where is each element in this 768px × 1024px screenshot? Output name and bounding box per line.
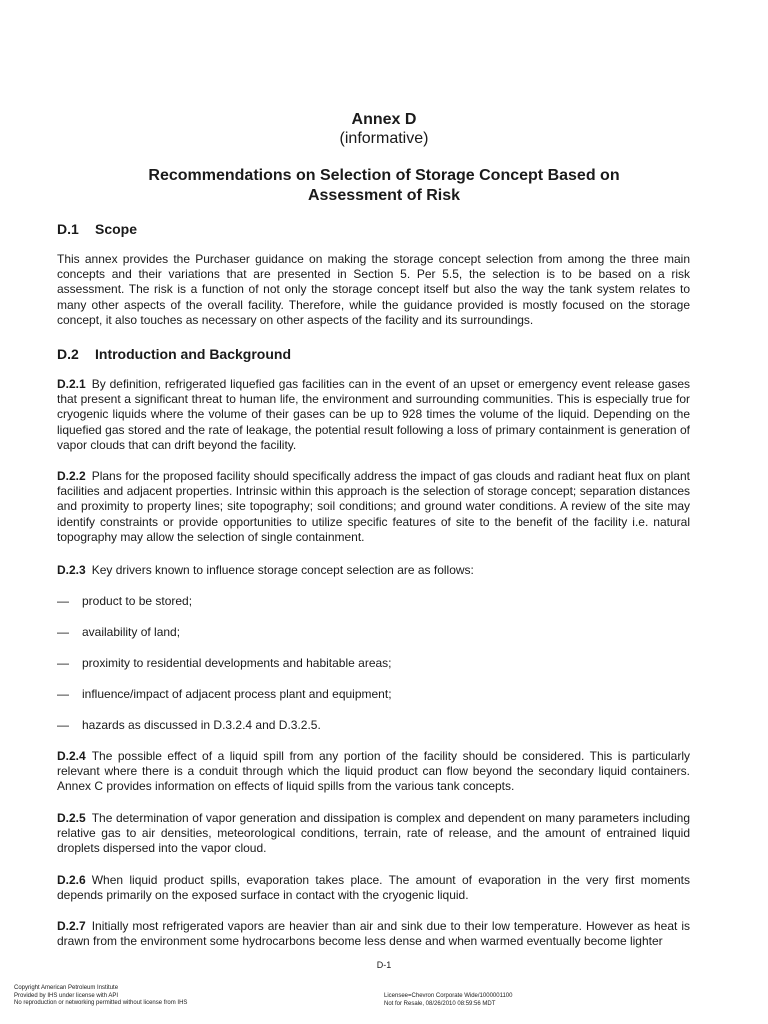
list-item: [57, 594, 192, 609]
bullet-dash: —: [57, 718, 69, 732]
page-number: D-1: [376, 960, 392, 970]
footer-line: Licensee=Chevron Corporate Wide/1000001100: [384, 993, 513, 999]
paragraph-number: D.2.1: [57, 377, 86, 391]
paragraph-d-2-2: [57, 469, 690, 545]
bullet-text: availability of land;: [82, 625, 181, 639]
annex-subtitle: (informative): [339, 130, 429, 147]
list-item: [57, 718, 321, 733]
paragraph-text: When liquid product spills, evaporation takes place. The amount of evaporation in the very first moments depends primarily on the exposed surface in contact with the cryogenic liquid.: [57, 873, 690, 903]
paragraph-d-2-5: [57, 811, 690, 857]
bullet-dash: —: [57, 656, 69, 670]
paragraph-number: D.2.7: [57, 919, 86, 933]
paragraph-number: D.2.4: [57, 749, 86, 763]
paragraph-d-2-6: [57, 873, 690, 903]
paragraph-d-2-3: [57, 563, 690, 578]
footer-license: [384, 993, 512, 1008]
section-number: D.2: [57, 346, 79, 362]
bullet-text: proximity to residential developments and habitable areas;: [82, 656, 392, 670]
paragraph-text: By definition, refrigerated liquefied gas facilities can in the event of an upset or emergency event release gases that present a significant threat to human life, the environment and surrounding communities. This is especially true for cryogenic liquids where the volume of their gases can be up to 928 times the volume of the liquid. Depending on the liquefied gas stored and the rate of leakage, the potential result following a loss of primary containment is generation of vapor clouds that can drift beyond the facility.: [57, 377, 690, 452]
document-title: Recommendations on Selection of Storage Concept Based on Assessment of Risk: [148, 167, 620, 204]
annex-title: Annex D: [351, 111, 417, 128]
list-item: [57, 656, 392, 671]
bullet-text: product to be stored;: [82, 594, 193, 608]
footer-line: Copyright American Petroleum Institute: [14, 985, 119, 991]
paragraph-text: Key drivers known to influence storage concept selection are as follows:: [91, 563, 474, 577]
paragraph-text: The possible effect of a liquid spill from any portion of the facility should be considered. This is particularly relevant where there is a conduit through which the liquid product can flow beyond the secondary liquid containers. Annex C provides information on effects of liquid spills from the various tank concepts.: [57, 749, 690, 794]
section-title: Introduction and Background: [95, 346, 291, 362]
footer-line: Provided by IHS under license with API: [14, 992, 119, 999]
paragraph-d-2-1: [57, 377, 690, 453]
section-heading-introduction: [57, 346, 291, 362]
paragraph-text: Plans for the proposed facility should specifically address the impact of gas clouds and radiant heat flux on plant facilities and adjacent properties. Intrinsic within this approach is the selection of storage concept; separation distances and proximity to property lines; site topography; soil conditions; and ground water conditions. A review of the site may identify constraints or provide opportunities to utilize specific features of site to the benefit of the facility i.e. natural topography may allow the selection of single containment.: [57, 469, 690, 544]
footer-line: No reproduction or networking permitted without license from IHS: [14, 1000, 188, 1006]
list-item: [57, 625, 180, 640]
footer-line: Not for Resale, 08/26/2010 08:59:56 MDT: [384, 1000, 496, 1007]
paragraph-number: D.2.3: [57, 563, 86, 577]
section-number: D.1: [57, 221, 79, 237]
paragraph-number: D.2.6: [57, 873, 86, 887]
bullet-dash: —: [57, 687, 69, 701]
bullet-dash: —: [57, 594, 69, 608]
list-item: [57, 687, 392, 702]
section-title: Scope: [95, 221, 138, 237]
paragraph-number: D.2.5: [57, 811, 86, 825]
paragraph-text: The determination of vapor generation and dissipation is complex and dependent on many parameters including relative gas to air densities, meteorological conditions, terrain, rate of release, and the amount of entrained liquid droplets dispersed into the vapor cloud.: [57, 811, 690, 856]
bullet-dash: —: [57, 625, 69, 639]
paragraph-number: D.2.2: [57, 469, 86, 483]
paragraph-text: Initially most refrigerated vapors are heavier than air and sink due to their low temperature. However as heat is drawn from the environment some hydrocarbons become less dense and when warmed eventually become lighter: [57, 919, 690, 949]
section-heading-scope: [57, 221, 137, 237]
scope-paragraph: This annex provides the Purchaser guidance on making the storage concept selection from among the three main concepts and their variations that are presented in Section 5. Per 5.5, the selection is to be based on a risk assessment. The risk is a function of not only the storage concept itself but also the way the tank system relates to many other aspects of the overall facility. Therefore, while the guidance provided is mostly focused on the storage concept, it also touches as necessary on other aspects of the facility and its surroundings.: [57, 252, 690, 327]
paragraph-d-2-4: [57, 749, 690, 795]
bullet-text: influence/impact of adjacent process plant and equipment;: [82, 687, 392, 701]
footer-copyright: [14, 985, 187, 1008]
paragraph-d-2-7: [57, 919, 690, 949]
bullet-text: hazards as discussed in D.3.2.4 and D.3.2.5.: [82, 718, 321, 732]
